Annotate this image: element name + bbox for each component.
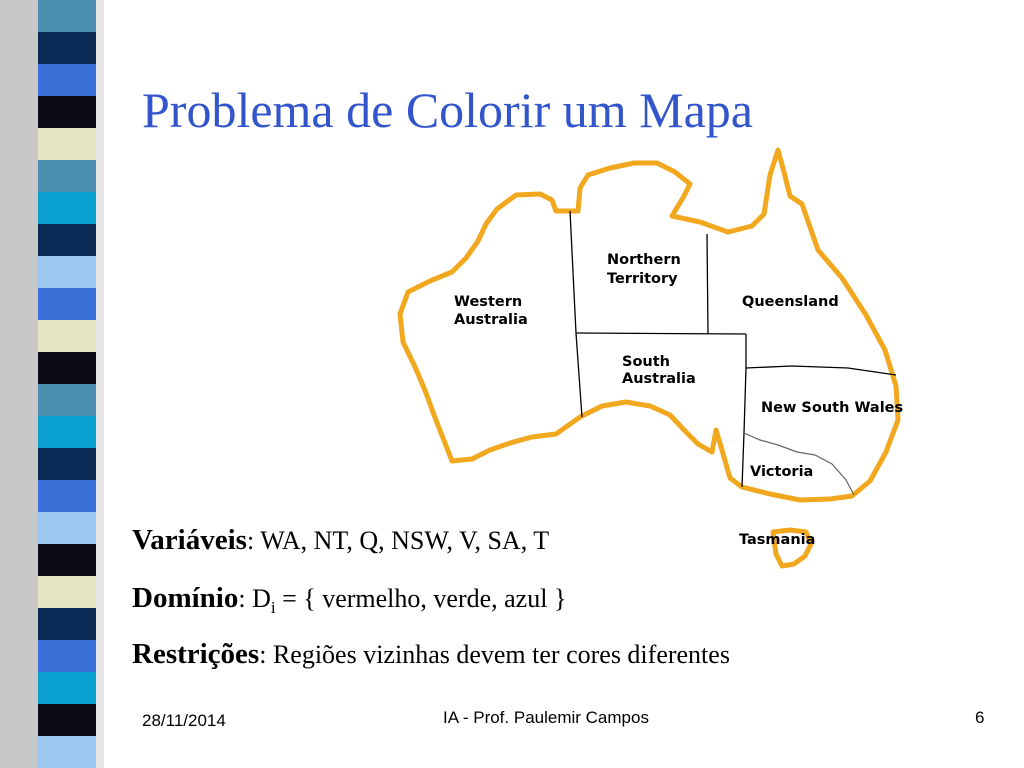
- stripe-block: [38, 576, 96, 609]
- map-label-victoria: Victoria: [750, 464, 814, 480]
- stripe-block: [38, 256, 96, 289]
- stripe-block: [38, 448, 96, 481]
- stripe-block: [38, 128, 96, 161]
- stripe-block: [38, 160, 96, 193]
- constraints-text: : Regiões vizinhas devem ter cores diferentes: [259, 640, 730, 669]
- map-label-south-australia-2: Australia: [622, 371, 696, 387]
- stripe-block: [38, 320, 96, 353]
- map-label-south-australia-1: South: [622, 354, 670, 370]
- stripe-block: [38, 192, 96, 225]
- stripe-block: [38, 384, 96, 417]
- stripe-block: [38, 608, 96, 641]
- map-label-queensland: Queensland: [742, 294, 839, 310]
- stripe-block: [38, 672, 96, 705]
- slide-title: Problema de Colorir um Mapa: [142, 82, 753, 138]
- stripe-block: [38, 512, 96, 545]
- stripe-block: [38, 736, 96, 768]
- footer-date: 28/11/2014: [142, 711, 226, 730]
- border-nt-q: [707, 234, 708, 334]
- border-wa-nt-sa: [570, 211, 582, 417]
- stripe-block: [38, 0, 96, 33]
- stripe-block: [38, 32, 96, 65]
- footer-center-text: IA - Prof. Paulemir Campos: [443, 708, 649, 727]
- domain-term: Domínio: [132, 582, 239, 614]
- stripe-block: [38, 288, 96, 321]
- border-sa-east: [742, 334, 746, 487]
- stripe-block: [38, 224, 96, 257]
- australia-map: [390, 145, 920, 580]
- stripe-block: [38, 416, 96, 449]
- map-label-new-south-wales: New South Wales: [761, 400, 904, 416]
- domain-prefix: : D: [238, 584, 271, 613]
- map-label-northern-territory-2: Territory: [607, 271, 678, 287]
- stripe-block: [38, 352, 96, 385]
- constraints-term: Restrições: [132, 638, 260, 670]
- page-number: 6: [975, 708, 985, 727]
- border-q-nsw: [746, 366, 896, 375]
- stripe-block: [38, 480, 96, 513]
- stripe-block: [38, 544, 96, 577]
- map-label-tasmania: Tasmania: [739, 532, 816, 548]
- map-label-western-australia-1: Western: [454, 294, 523, 310]
- variables-text: : WA, NT, Q, NSW, V, SA, T: [246, 526, 550, 555]
- map-label-western-australia-2: Australia: [454, 312, 528, 328]
- constraints-line: [132, 638, 730, 671]
- map-label-northern-territory-1: Northern: [607, 252, 681, 268]
- border-nt-sa: [576, 333, 746, 334]
- domain-text: = { vermelho, verde, azul }: [275, 584, 567, 613]
- domain-subscript: i: [270, 598, 276, 618]
- stripe-block: [38, 640, 96, 673]
- decorative-side-stripe: [0, 0, 118, 768]
- stripe-block: [38, 704, 96, 737]
- variables-term: Variáveis: [132, 524, 247, 556]
- variables-line: [132, 524, 549, 557]
- domain-line: [132, 582, 566, 618]
- stripe-block: [38, 64, 96, 97]
- stripe-block: [38, 96, 96, 129]
